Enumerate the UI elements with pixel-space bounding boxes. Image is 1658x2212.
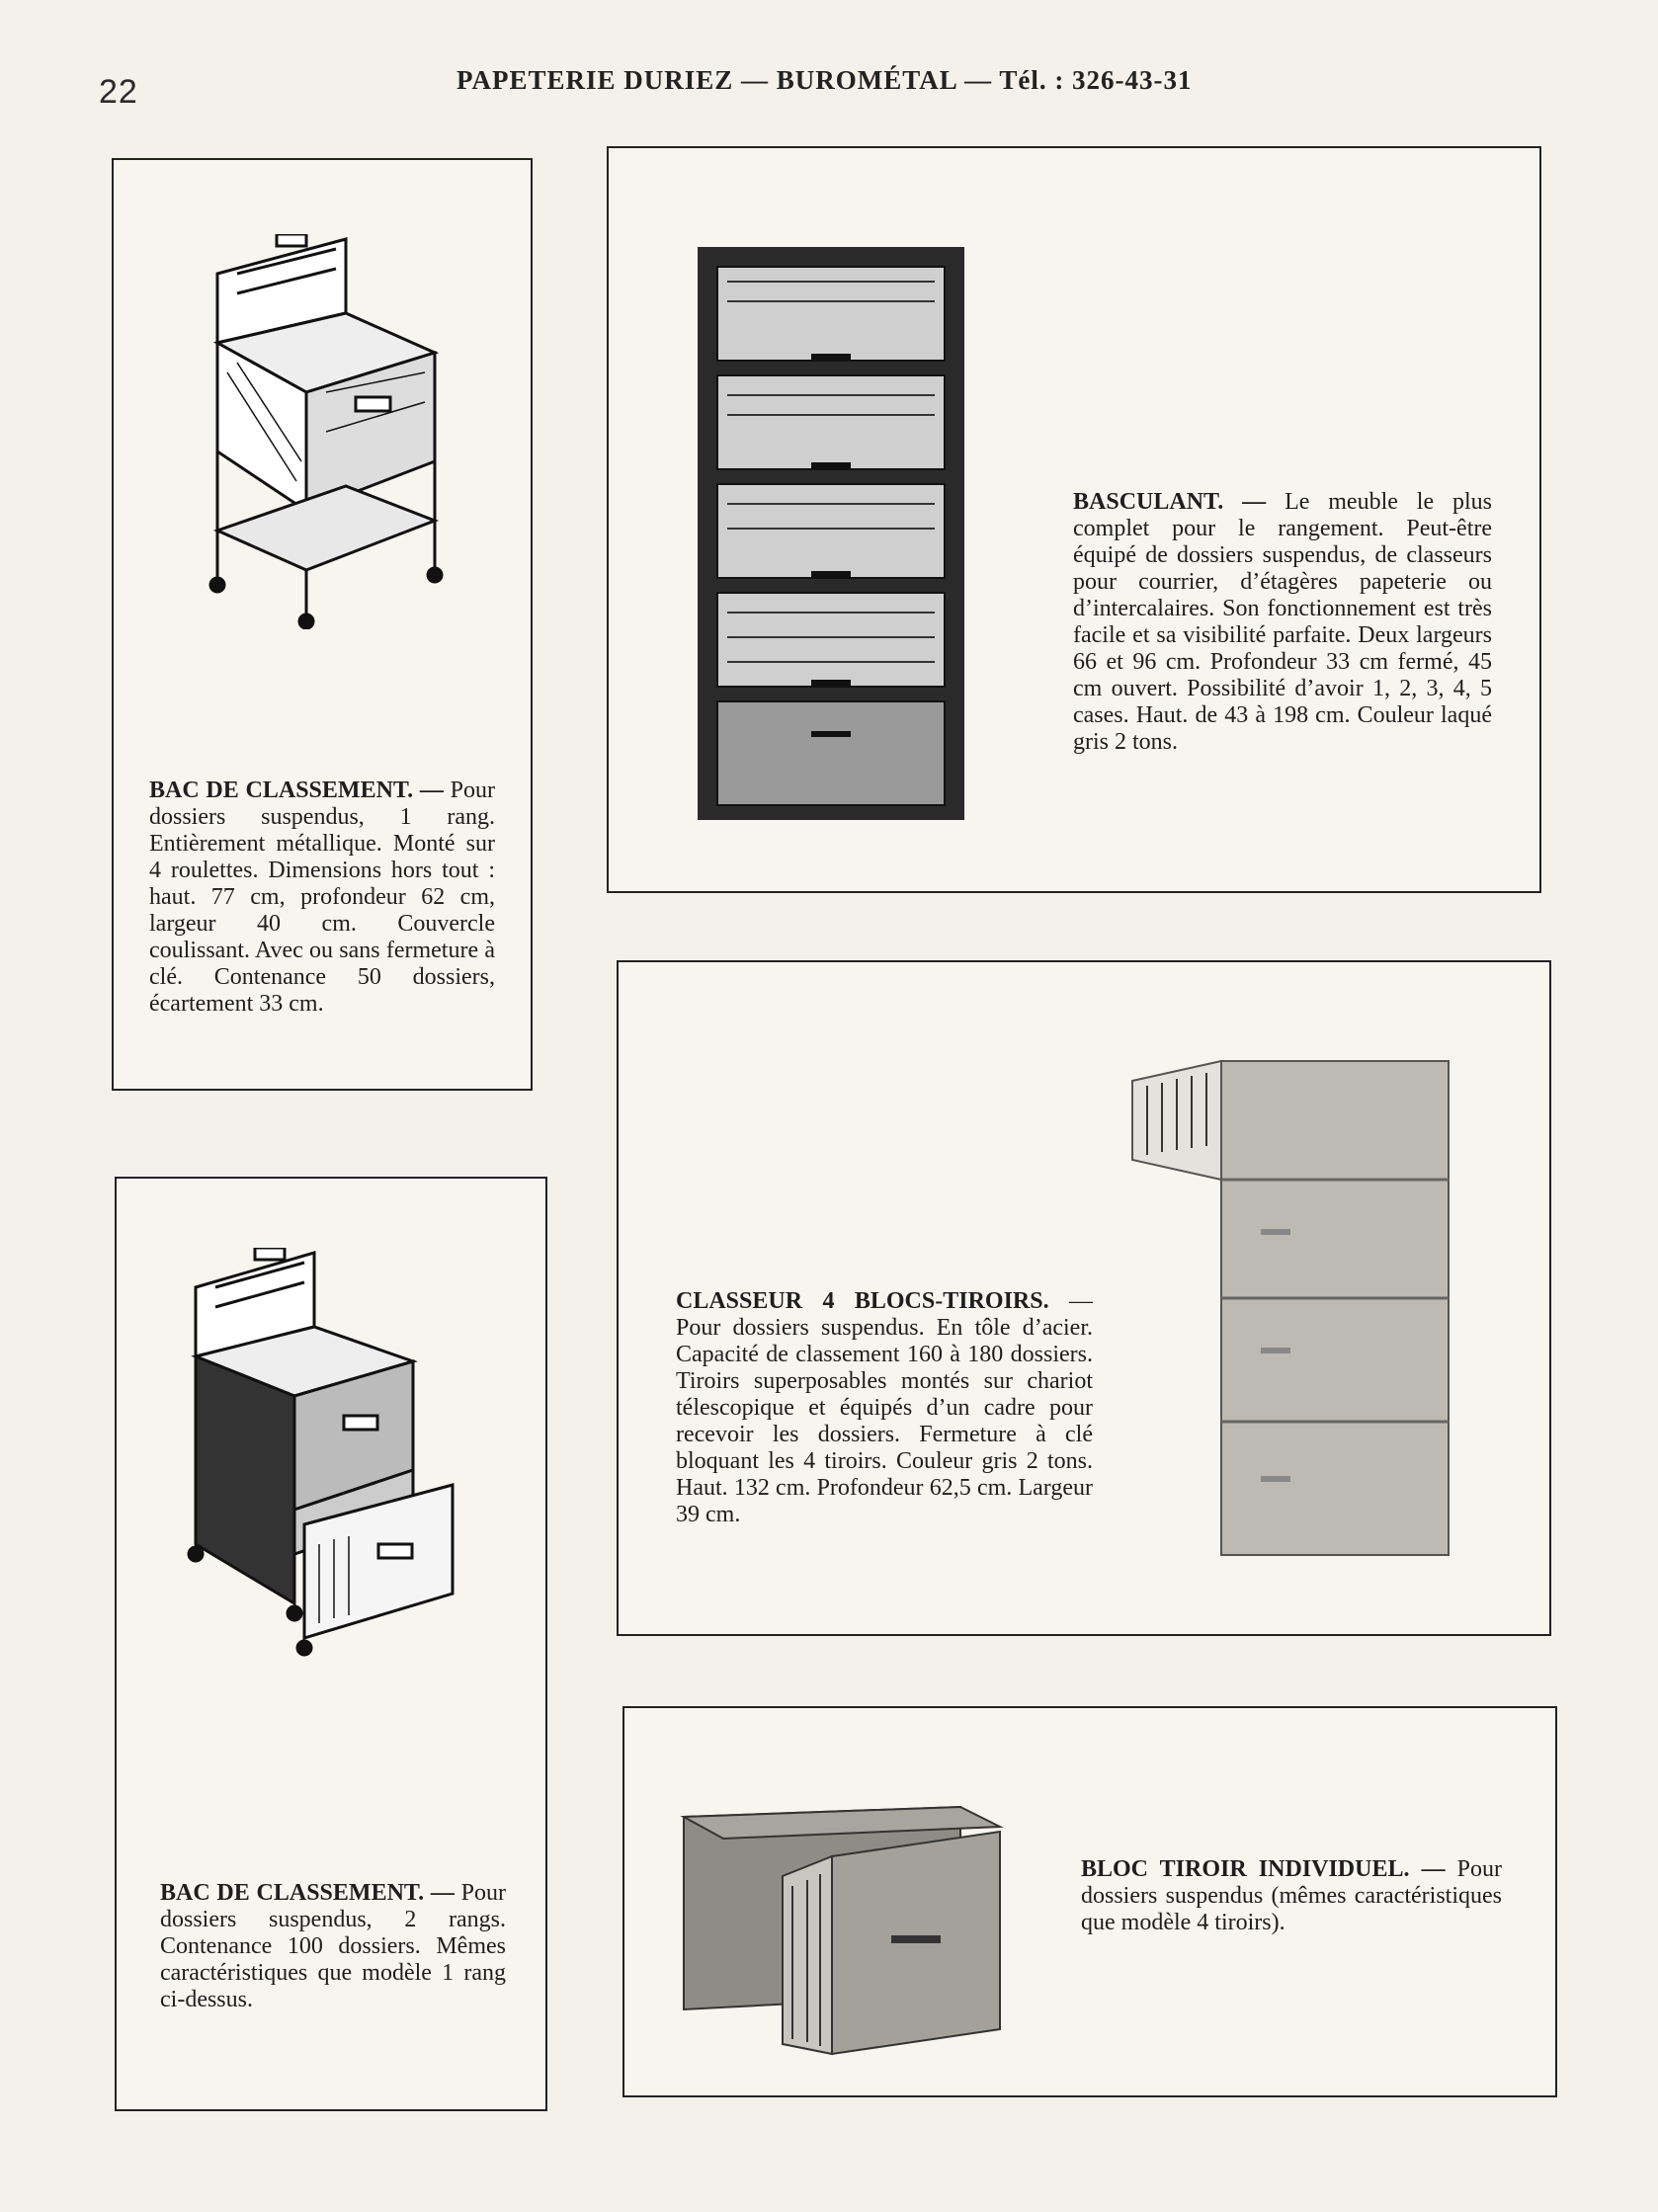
product-description — [149, 778, 495, 1018]
product-title: BASCULANT. — — [1073, 489, 1267, 515]
product-text: Pour dossiers suspendus (mêmes caractéristiques que modèle 4 tiroirs). — [1081, 1856, 1503, 1935]
filing-cart-illustration — [198, 234, 455, 629]
product-title: BLOC TIROIR INDIVIDUEL. — — [1081, 1856, 1446, 1882]
product-description — [676, 1288, 1093, 1528]
product-description — [1073, 489, 1492, 756]
product-text: — Pour dossiers suspendus. En tôle d’acier. Capacité de classement 160 à 180 dossiers. Tiroirs superposables montés sur chariot télescopique et équipés d’un cadre pour recevoir les dossiers. Fermeture à clé bloquant les 4 tiroirs. Couleur gris 2 tons. Haut. 132 cm. Profondeur 62,5 cm. Largeur 39 cm. — [676, 1288, 1094, 1527]
two-drawer-cart-illustration — [186, 1248, 482, 1663]
product-title: CLASSEUR 4 BLOCS-TIROIRS. — [676, 1288, 1049, 1314]
product-text: Pour dossiers suspendus, 1 rang. Entièrement métallique. Monté sur 4 roulettes. Dimensions hors tout : haut. 77 cm, profondeur 62 cm, largeur 40 cm. Couvercle coulissant. Avec ou sans fermeture à clé. Contenance 50 dossiers, écartement 33 cm. — [149, 778, 495, 1017]
four-drawer-cabinet-photo — [1113, 1041, 1468, 1575]
product-title: BAC DE CLASSEMENT. — — [160, 1880, 455, 1906]
product-title: BAC DE CLASSEMENT. — — [149, 778, 444, 803]
product-description — [160, 1880, 506, 2013]
page-number: 22 — [99, 73, 138, 111]
product-description — [1081, 1856, 1502, 1936]
product-box-bac-1-rang — [112, 158, 533, 1091]
product-box-bac-2-rangs — [115, 1177, 547, 2111]
product-text: Pour dossiers suspendus, 2 rangs. Contenance 100 dossiers. Mêmes caractéristiques que modèle 1 rang ci-dessus. — [160, 1880, 506, 2012]
product-text: Le meuble le plus complet pour le rangement. Peut-être équipé de dossiers suspendus, de classeurs pour courrier, d’étagères papeterie ou d’intercalaires. Son fonctionnement est très facile et sa visibilité parfaite. Deux largeurs 66 et 96 cm. Profondeur 33 cm fermé, 45 cm ouvert. Possibilité d’avoir 1, 2, 3, 4, 5 cases. Haut. de 43 à 198 cm. Couleur laqué gris 2 tons. — [1073, 489, 1493, 755]
page-header: PAPETERIE DURIEZ — BUROMÉTAL — Tél. : 326-43-31 — [456, 65, 1193, 95]
product-box-bloc-tiroir — [622, 1706, 1557, 2097]
product-box-classeur-4-tiroirs — [617, 960, 1551, 1636]
single-drawer-block-photo — [664, 1797, 1039, 2074]
product-box-basculant — [607, 146, 1541, 893]
tilting-cabinet-photo — [678, 237, 1014, 830]
